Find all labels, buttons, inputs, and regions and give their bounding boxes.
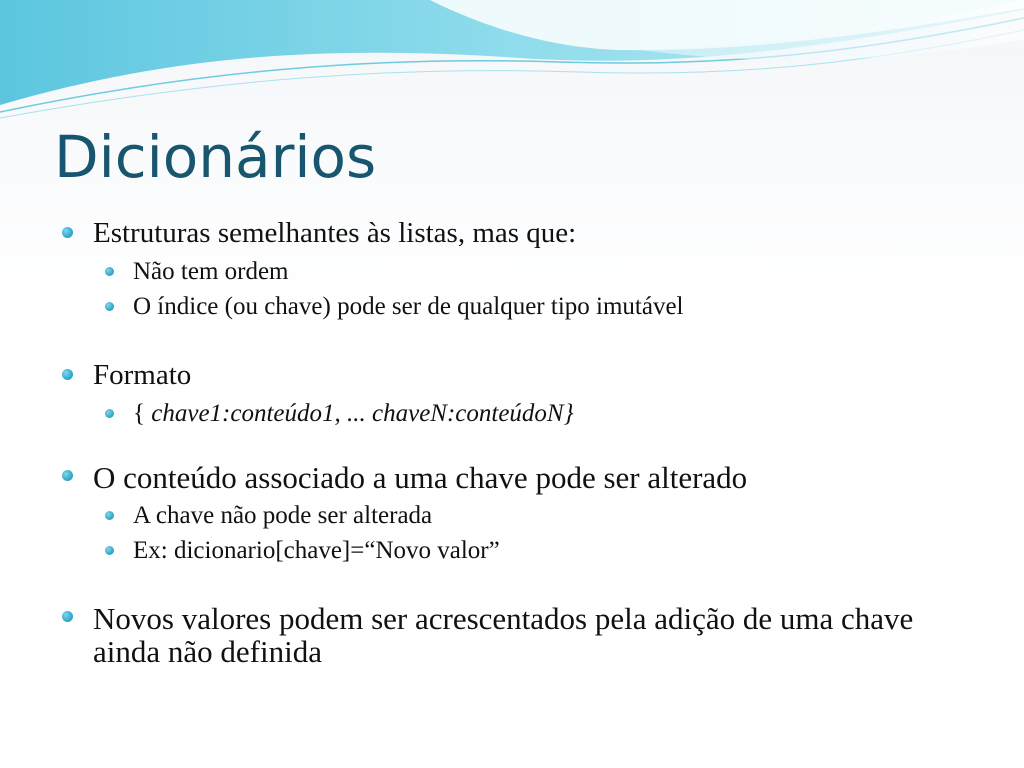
bullet-text: O conteúdo associado a uma chave pode ser alterado — [93, 460, 748, 495]
sub-bullet-exemplo — [100, 533, 980, 568]
sub-list-estruturas — [100, 254, 980, 324]
sub-bullet-icon — [105, 302, 114, 311]
sub-bullet-sintaxe — [100, 396, 980, 431]
bullet-text: Formato — [93, 359, 192, 391]
sub-bullet-text: Ex: dicionario[chave]=“Novo valor” — [133, 537, 500, 564]
sub-bullet-icon — [105, 409, 114, 418]
bullet-text: Estruturas semelhantes às listas, mas que: — [93, 217, 577, 249]
decorative-wave-header — [0, 0, 1024, 130]
sub-bullet-icon — [105, 267, 114, 276]
bullet-icon — [62, 470, 73, 481]
spacer — [60, 431, 980, 461]
spacer — [60, 324, 980, 358]
bullet-conteudo — [60, 461, 980, 494]
bullet-icon — [62, 611, 73, 622]
bullet-novos-valores — [60, 602, 980, 668]
sub-bullet-syntax: chave1:conteúdo1, ... chaveN:conteúdoN} — [151, 400, 574, 427]
slide-content — [60, 216, 980, 668]
bullet-icon — [62, 369, 73, 380]
sub-list-formato — [100, 396, 980, 431]
sub-list-conteudo — [100, 498, 980, 568]
bullet-estruturas — [60, 216, 980, 250]
bullet-text: Novos valores podem ser acrescentados pela adição de uma chave ainda não definida — [93, 601, 914, 669]
sub-bullet-text: Não tem ordem — [133, 258, 289, 285]
spacer — [60, 568, 980, 602]
sub-bullet-icon — [105, 546, 114, 555]
sub-bullet-indice — [100, 289, 980, 324]
sub-bullet-icon — [105, 511, 114, 520]
sub-bullet-text: A chave não pode ser alterada — [133, 502, 433, 529]
sub-bullet-ordem — [100, 254, 980, 289]
slide-title: Dicionários — [54, 123, 377, 191]
bullet-icon — [62, 227, 73, 238]
sub-bullet-prefix: { — [133, 400, 152, 427]
sub-bullet-chave — [100, 498, 980, 533]
sub-bullet-text: O índice (ou chave) pode ser de qualquer tipo imutável — [133, 293, 684, 320]
bullet-formato — [60, 358, 980, 392]
